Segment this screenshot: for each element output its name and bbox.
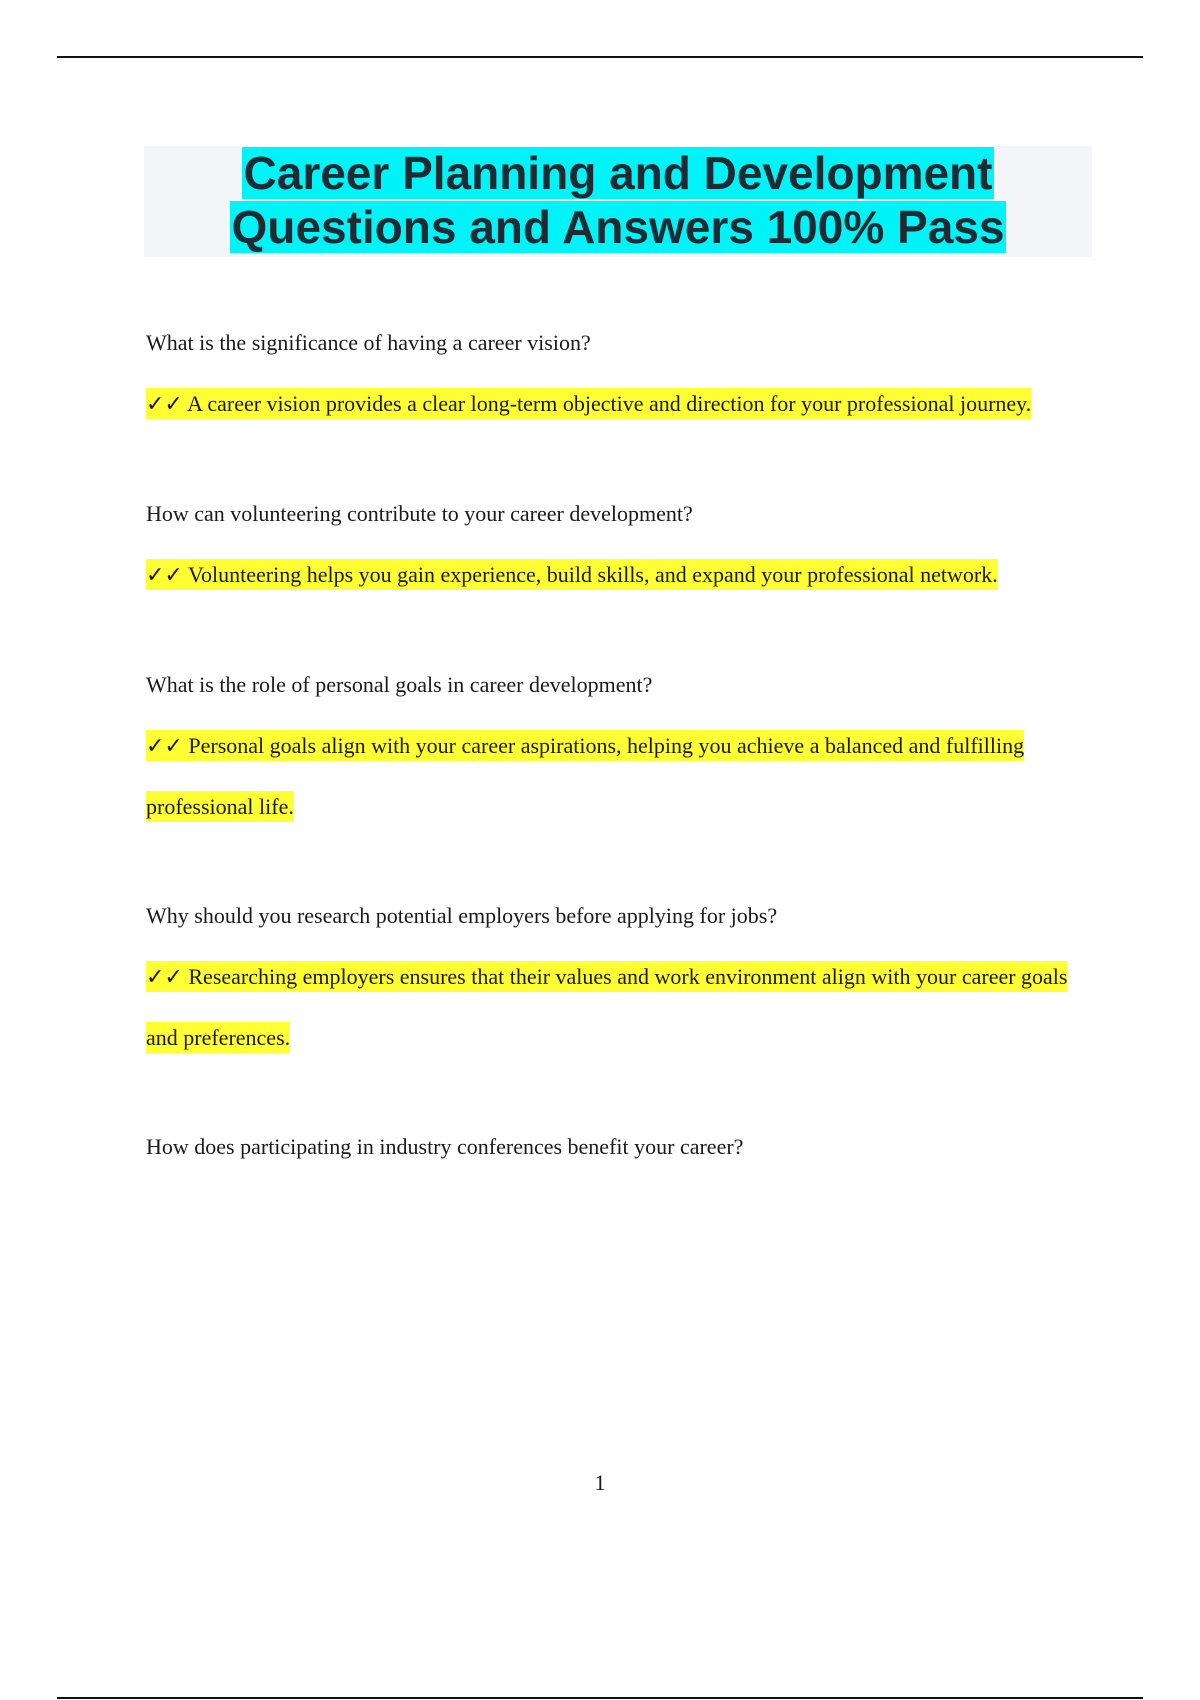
answer-text: [146, 545, 1091, 606]
answer-text: [146, 947, 1091, 1068]
qa-item-5: [146, 1122, 1091, 1172]
bottom-rule: [57, 1697, 1143, 1699]
answer-body: Researching employers ensures that their values and work environment align with your career goals and preferences.: [146, 964, 1068, 1050]
qa-list: [146, 318, 1091, 1172]
title-line-2: [144, 200, 1092, 254]
double-check-icon: ✓✓: [146, 563, 183, 588]
question-text: What is the significance of having a career vision?: [146, 330, 591, 355]
title-box: [144, 146, 1092, 257]
top-rule: [57, 56, 1143, 58]
title-text-1: Career Planning and Development: [243, 147, 993, 199]
qa-item-1: [146, 318, 1091, 435]
page-number: 1: [594, 1470, 606, 1495]
double-check-icon: ✓✓: [146, 734, 183, 759]
double-check-icon: ✓✓: [146, 965, 183, 990]
qa-item-2: [146, 489, 1091, 606]
answer-text: [146, 716, 1091, 837]
question-text: Why should you research potential employers before applying for jobs?: [146, 903, 778, 928]
question-text: How can volunteering contribute to your career development?: [146, 501, 693, 526]
qa-item-3: [146, 660, 1091, 837]
answer-body: Personal goals align with your career aspirations, helping you achieve a balanced and fulfilling professional life.: [146, 733, 1025, 819]
answer-text: [146, 374, 1091, 435]
qa-item-4: [146, 891, 1091, 1068]
double-check-icon: ✓✓: [146, 392, 183, 417]
question-text: What is the role of personal goals in career development?: [146, 672, 653, 697]
answer-body: Volunteering helps you gain experience, build skills, and expand your professional network.: [187, 562, 998, 587]
answer-body: A career vision provides a clear long-term objective and direction for your professional journey.: [187, 391, 1032, 416]
title-line-1: [144, 146, 1092, 200]
title-text-2: Questions and Answers 100% Pass: [231, 201, 1005, 253]
question-text: How does participating in industry conferences benefit your career?: [146, 1134, 744, 1159]
